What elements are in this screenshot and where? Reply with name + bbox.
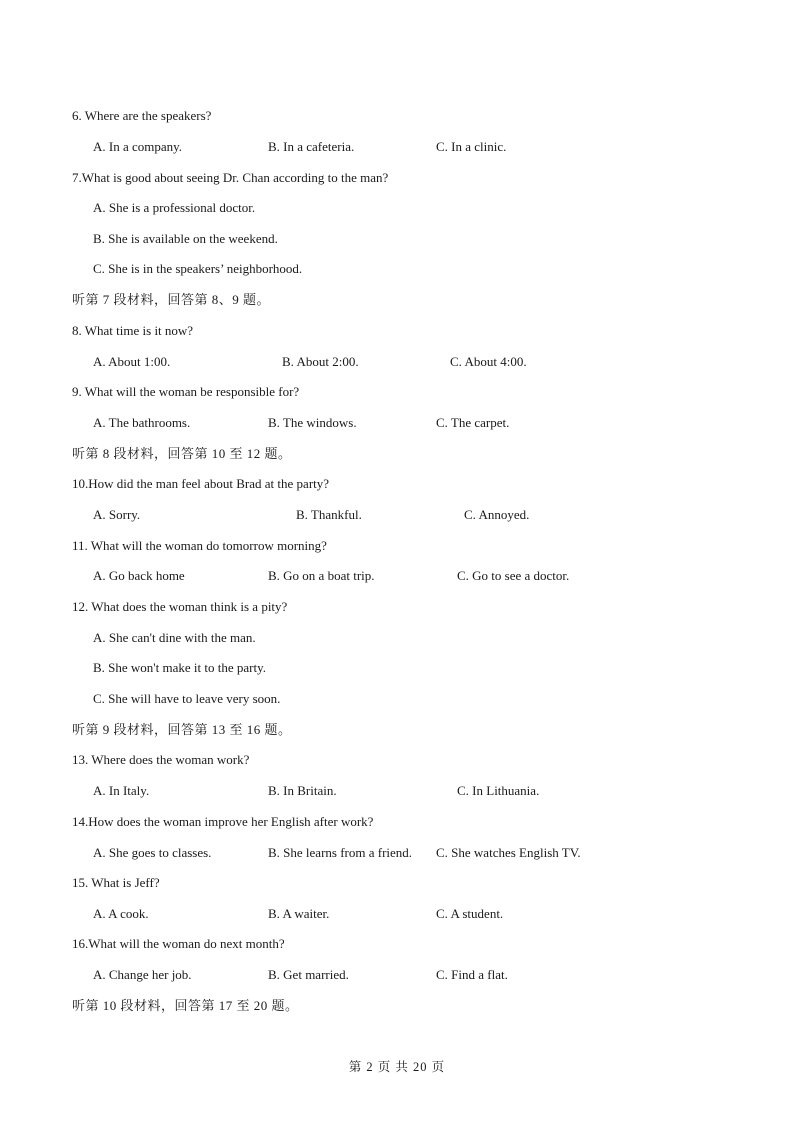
question-12: 12. What does the woman think is a pity? — [72, 599, 288, 614]
q8-option-a: A. About 1:00. — [93, 354, 171, 369]
q16-option-c: C. Find a flat. — [436, 967, 508, 982]
q10-option-a: A. Sorry. — [93, 507, 141, 522]
q15-option-b: B. A waiter. — [268, 906, 330, 921]
q11-option-a: A. Go back home — [93, 568, 185, 583]
q11-option-c: C. Go to see a doctor. — [457, 568, 570, 583]
question-8: 8. What time is it now? — [72, 323, 194, 338]
q8-option-c: C. About 4:00. — [450, 354, 527, 369]
q15-option-c: C. A student. — [436, 906, 504, 921]
q15-option-a: A. A cook. — [93, 906, 149, 921]
q14-option-b: B. She learns from a friend. — [268, 845, 413, 860]
q10-option-c: C. Annoyed. — [464, 507, 530, 522]
q14-option-a: A. She goes to classes. — [93, 845, 212, 860]
q6-option-a: A. In a company. — [93, 139, 183, 154]
section-7-instruction: 听第 7 段材料，回答第 8、9 题。 — [72, 292, 271, 307]
q11-option-b: B. Go on a boat trip. — [268, 568, 375, 583]
page-footer: 第 2 页 共 20 页 — [348, 1060, 446, 1074]
q13-option-c: C. In Lithuania. — [457, 783, 540, 798]
section-8-instruction: 听第 8 段材料，回答第 10 至 12 题。 — [72, 446, 292, 461]
question-15: 15. What is Jeff? — [72, 875, 160, 890]
q9-option-a: A. The bathrooms. — [93, 415, 191, 430]
q10-option-b: B. Thankful. — [296, 507, 362, 522]
question-10: 10.How did the man feel about Brad at the party? — [72, 476, 330, 491]
q13-option-b: B. In Britain. — [268, 783, 337, 798]
section-9-instruction: 听第 9 段材料，回答第 13 至 16 题。 — [72, 722, 292, 737]
q7-option-b: B. She is available on the weekend. — [93, 231, 278, 246]
question-6: 6. Where are the speakers? — [72, 108, 212, 123]
q8-option-b: B. About 2:00. — [282, 354, 359, 369]
q14-option-c: C. She watches English TV. — [436, 845, 581, 860]
q16-option-b: B. Get married. — [268, 967, 349, 982]
q6-option-c: C. In a clinic. — [436, 139, 507, 154]
question-16: 16.What will the woman do next month? — [72, 936, 285, 951]
question-9: 9. What will the woman be responsible for? — [72, 384, 300, 399]
q12-option-c: C. She will have to leave very soon. — [93, 691, 281, 706]
question-7: 7.What is good about seeing Dr. Chan according to the man? — [72, 170, 389, 185]
q12-option-b: B. She won't make it to the party. — [93, 660, 266, 675]
q9-option-b: B. The windows. — [268, 415, 357, 430]
question-14: 14.How does the woman improve her English after work? — [72, 814, 374, 829]
question-11: 11. What will the woman do tomorrow morning? — [72, 538, 327, 553]
q7-option-a: A. She is a professional doctor. — [93, 200, 256, 215]
q7-option-c: C. She is in the speakers’ neighborhood. — [93, 261, 303, 276]
q16-option-a: A. Change her job. — [93, 967, 192, 982]
section-10-instruction: 听第 10 段材料，回答第 17 至 20 题。 — [72, 998, 299, 1013]
q9-option-c: C. The carpet. — [436, 415, 510, 430]
q13-option-a: A. In Italy. — [93, 783, 150, 798]
q12-option-a: A. She can't dine with the man. — [93, 630, 256, 645]
q6-option-b: B. In a cafeteria. — [268, 139, 355, 154]
question-13: 13. Where does the woman work? — [72, 752, 250, 767]
